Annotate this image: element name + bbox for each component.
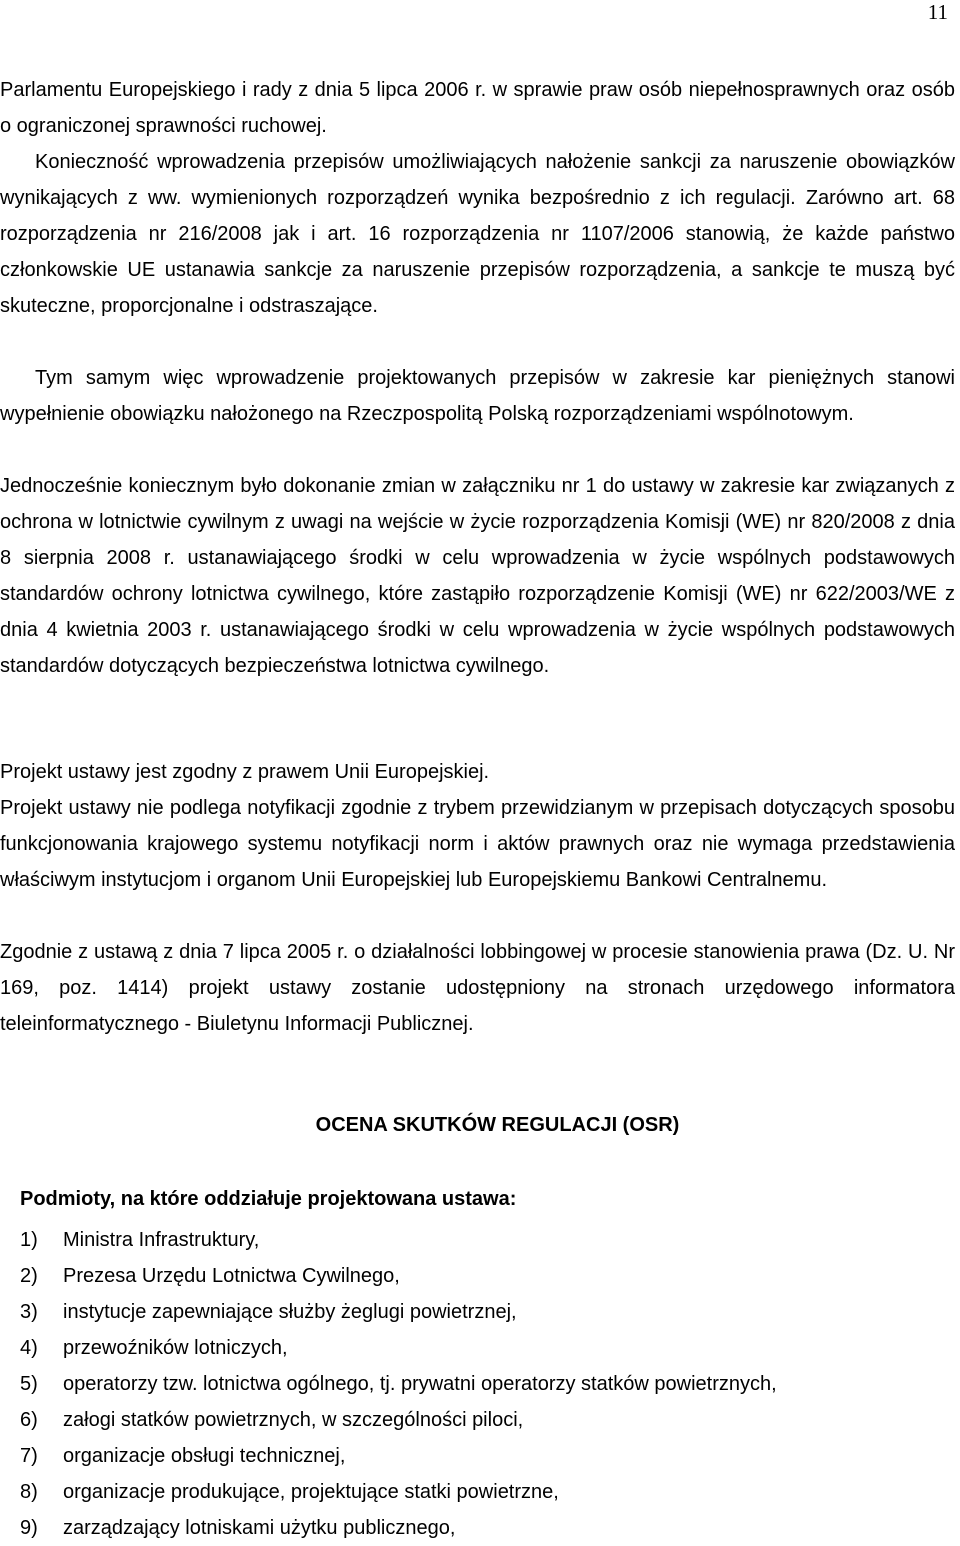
list-item-number: 4) [20,1337,38,1359]
paragraph-lobbying: Zgodnie z ustawą z dnia 7 lipca 2005 r. o działalności lobbingowej w procesie stanowienia prawa (Dz. U. Nr 169, poz. 1414) projekt ustawy zostanie udostępniony na stronach urzędowego informatora teleinformatycznego - Biuletynu Informacji Publicznej. [0,941,955,1035]
page-number: 11 [927,0,948,24]
paragraph-annex-changes: Jednocześnie koniecznym było dokonanie zmian w załączniku nr 1 do ustawy w zakresie kar związanych z ochrona w lotnictwie cywilnym z uwagi na wejście w życie rozporządzenia Komisji (WE) nr 820/2008 z dnia 8 sierpnia 2008 r. ustanawiającego środki w celu wprowadzenia w życie wspólnych podstawowych standardów ochrony lotnictwa cywilnego, które zastąpiło rozporządzenie Komisji (WE) nr 622/2003/WE z dnia 4 kwietnia 2003 r. ustanawiającego środki w celu wprowadzenia w życie wspólnych podstawowych standardów dotyczących bezpieczeństwa lotnictwa cywilnego. [0,475,955,677]
list-item [20,1294,777,1330]
list-item-number: 3) [20,1301,38,1323]
list-item-text: operatorzy tzw. lotnictwa ogólnego, tj. prywatni operatorzy statków powietrznych, [63,1373,777,1395]
list-item-text: organizacje produkujące, projektujące statki powietrzne, [63,1481,559,1503]
list-item [20,1402,777,1438]
list-item-number: 7) [20,1445,38,1467]
list-item [20,1510,777,1546]
list-item [20,1330,777,1366]
list-item-text: zarządzający lotniskami użytku publicznego, [63,1517,456,1539]
paragraph-obligation: Tym samym więc wprowadzenie projektowanych przepisów w zakresie kar pieniężnych stanowi wypełnienie obowiązku nałożonego na Rzeczpospolitą Polską rozporządzeniami wspólnotowym. [0,367,955,425]
affected-entities-list [20,1222,777,1546]
list-item-number: 8) [20,1481,38,1503]
list-item-number: 6) [20,1409,38,1431]
list-item [20,1366,777,1402]
list-item-text: instytucje zapewniające służby żeglugi powietrznej, [63,1301,517,1323]
list-item-text: załogi statków powietrznych, w szczególności piloci, [63,1409,524,1431]
list-item-text: Prezesa Urzędu Lotnictwa Cywilnego, [63,1265,400,1287]
subheading-affected-entities: Podmioty, na które oddziałuje projektowana ustawa: [20,1188,517,1210]
list-item-number: 2) [20,1265,38,1287]
list-item [20,1438,777,1474]
list-item-number: 9) [20,1517,38,1539]
list-item-text: przewoźników lotniczych, [63,1337,288,1359]
list-item [20,1222,777,1258]
list-item-text: organizacje obsługi technicznej, [63,1445,346,1467]
list-item [20,1474,777,1510]
paragraph-eu-compliance: Projekt ustawy jest zgodny z prawem Unii Europejskiej. [0,761,490,783]
list-item-text: Ministra Infrastruktury, [63,1229,260,1251]
list-item [20,1258,777,1294]
paragraph-sanctions: Konieczność wprowadzenia przepisów umożliwiających nałożenie sankcji za naruszenie obowiązków wynikających z ww. wymienionych rozporządzeń wynika bezpośrednio z ich regulacji. Zarówno art. 68 rozporządzenia nr 216/2008 jak i art. 16 rozporządzenia nr 1107/2006 stanowią, że każde państwo członkowskie UE ustanawia sankcje za naruszenie przepisów rozporządzenia, a sankcje te muszą być skuteczne, proporcjonalne i odstraszające. [0,151,955,317]
paragraph-notification: Projekt ustawy nie podlega notyfikacji zgodnie z trybem przewidzianym w przepisach dotyczących sposobu funkcjonowania krajowego systemu notyfikacji norm i aktów prawnych oraz nie wymaga przedstawienia właściwym instytucjom i organom Unii Europejskiej lub Europejskiemu Bankowi Centralnemu. [0,797,955,891]
paragraph-intro: Parlamentu Europejskiego i rady z dnia 5 lipca 2006 r. w sprawie praw osób niepełnosprawnych oraz osób o ograniczonej sprawności ruchowej. [0,79,955,137]
list-item-number: 1) [20,1229,38,1251]
section-heading-osr: OCENA SKUTKÓW REGULACJI (OSR) [315,1114,680,1136]
list-item-number: 5) [20,1373,38,1395]
